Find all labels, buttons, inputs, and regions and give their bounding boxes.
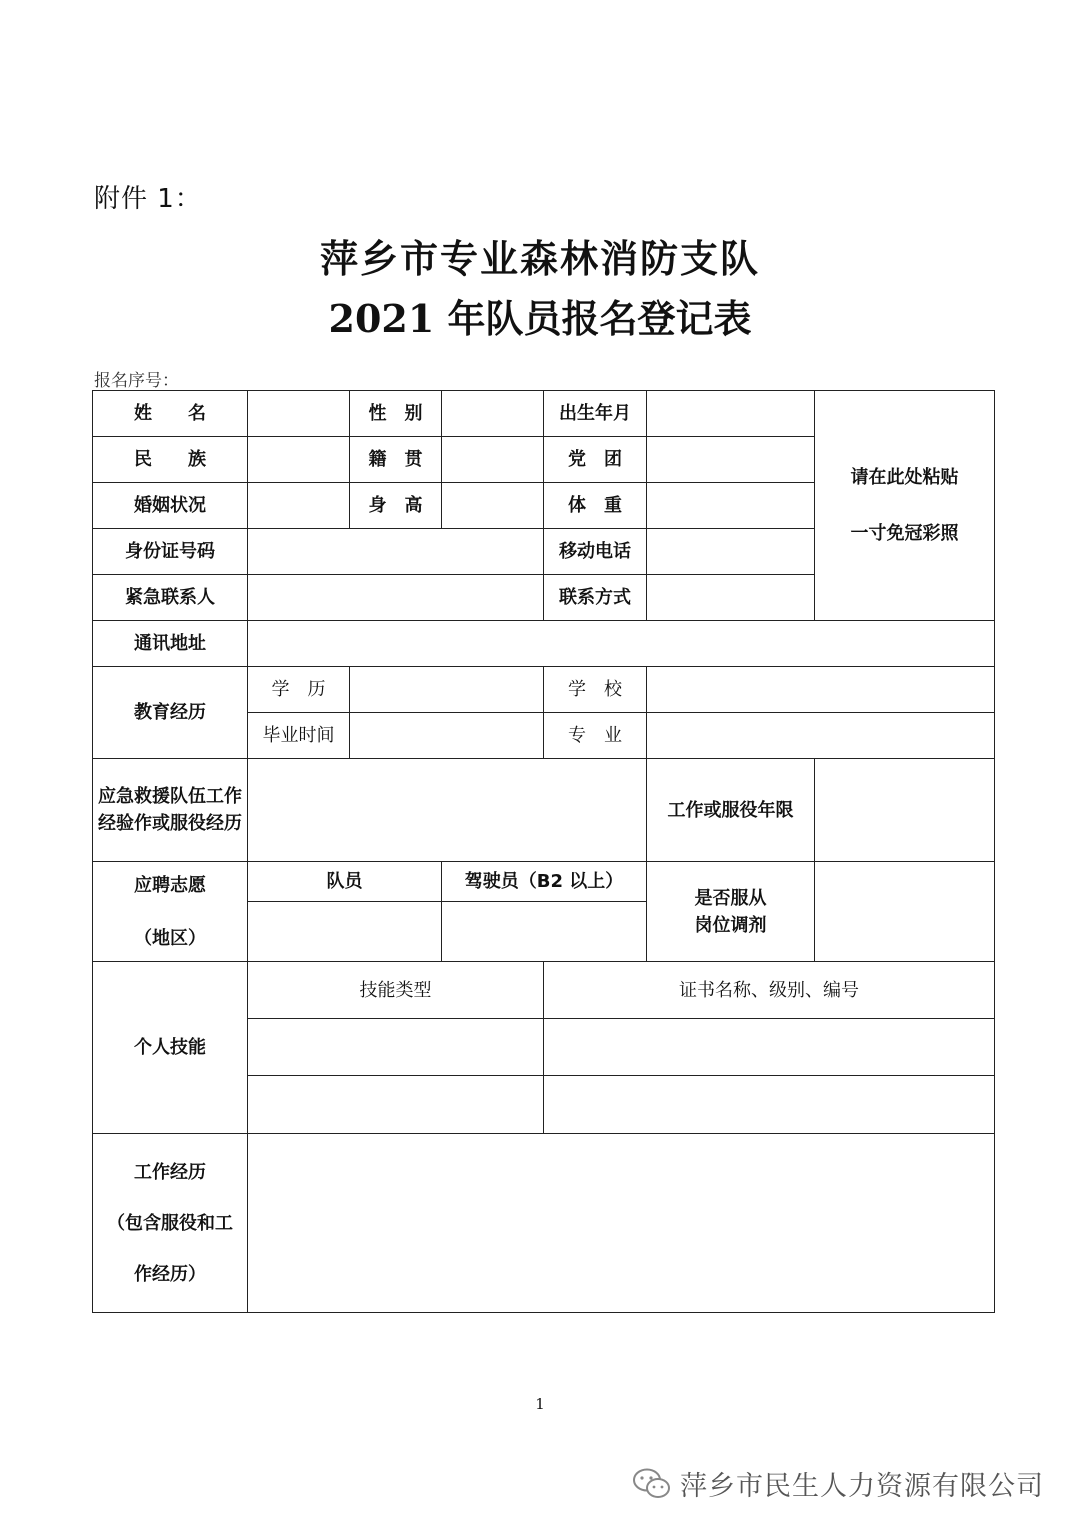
photo-instruction-1: 请在此处粘贴	[850, 466, 959, 488]
skill-type-field-2[interactable]	[248, 1076, 544, 1134]
gender-label: 性 别	[350, 391, 442, 437]
school-label: 学 校	[544, 667, 647, 713]
rescue-experience-label: 应急救援队伍工作经验作或服役经历	[93, 759, 248, 862]
party-label: 党 团	[544, 437, 647, 483]
cert-info-field-2[interactable]	[544, 1076, 995, 1134]
attachment-label: 附件 1：	[94, 184, 202, 214]
contact-method-field[interactable]	[647, 575, 815, 621]
weight-label: 体 重	[544, 483, 647, 529]
skill-type-field-1[interactable]	[248, 1019, 544, 1076]
marital-field[interactable]	[248, 483, 350, 529]
id-number-field[interactable]	[248, 529, 544, 575]
photo-instruction-2: 一寸免冠彩照	[850, 522, 959, 544]
member-option-label: 队员	[248, 862, 442, 902]
ethnic-field[interactable]	[248, 437, 350, 483]
address-label: 通讯地址	[93, 621, 248, 667]
grad-time-label: 毕业时间	[248, 713, 350, 759]
height-field[interactable]	[442, 483, 544, 529]
ethnic-label: 民 族	[93, 437, 248, 483]
work-experience-note-1: （包含服役和工	[107, 1212, 233, 1234]
grad-time-field[interactable]	[350, 713, 544, 759]
apply-intent-label	[93, 862, 248, 962]
birth-field[interactable]	[647, 391, 815, 437]
work-experience-field[interactable]	[248, 1134, 995, 1313]
photo-box[interactable]	[815, 391, 995, 621]
skills-label: 个人技能	[93, 962, 248, 1134]
obey-line-1: 是否服从	[694, 887, 767, 909]
name-field[interactable]	[248, 391, 350, 437]
emergency-contact-field[interactable]	[248, 575, 544, 621]
wechat-icon	[632, 1467, 672, 1501]
emergency-contact-label: 紧急联系人	[93, 575, 248, 621]
driver-region-field[interactable]	[442, 902, 647, 962]
degree-field[interactable]	[350, 667, 544, 713]
mobile-field[interactable]	[647, 529, 815, 575]
native-place-field[interactable]	[442, 437, 544, 483]
address-field[interactable]	[248, 621, 995, 667]
obey-adjustment-field[interactable]	[815, 862, 995, 962]
service-years-field[interactable]	[815, 759, 995, 862]
footer-watermark	[632, 1464, 1044, 1503]
school-field[interactable]	[647, 667, 995, 713]
service-years-label: 工作或服役年限	[647, 759, 815, 862]
rescue-experience-field[interactable]	[248, 759, 647, 862]
native-place-label: 籍 贯	[350, 437, 442, 483]
member-region-field[interactable]	[248, 902, 442, 962]
marital-label: 婚姻状况	[93, 483, 248, 529]
mobile-label: 移动电话	[544, 529, 647, 575]
major-field[interactable]	[647, 713, 995, 759]
account-name: 萍乡市民生人力资源有限公司	[680, 1471, 1044, 1502]
obey-adjustment-label	[647, 862, 815, 962]
serial-number-label: 报名序号：	[94, 371, 179, 391]
major-label: 专 业	[544, 713, 647, 759]
cert-info-header: 证书名称、级别、编号	[544, 962, 995, 1019]
education-label: 教育经历	[93, 667, 248, 759]
page-subtitle: 2021 年队员报名登记表	[328, 296, 752, 341]
work-experience-label	[93, 1134, 248, 1313]
height-label: 身 高	[350, 483, 442, 529]
obey-line-2: 岗位调剂	[694, 914, 767, 936]
apply-intent-text: 应聘志愿	[134, 874, 206, 896]
work-experience-title: 工作经历	[134, 1161, 206, 1183]
page-title: 萍乡市专业森林消防支队	[319, 237, 760, 281]
cert-info-field-1[interactable]	[544, 1019, 995, 1076]
gender-field[interactable]	[442, 391, 544, 437]
work-experience-note-2: 作经历）	[134, 1263, 206, 1285]
id-number-label: 身份证号码	[93, 529, 248, 575]
contact-method-label: 联系方式	[544, 575, 647, 621]
party-field[interactable]	[647, 437, 815, 483]
skill-type-header: 技能类型	[248, 962, 544, 1019]
registration-form	[92, 390, 995, 1313]
weight-field[interactable]	[647, 483, 815, 529]
degree-label: 学 历	[248, 667, 350, 713]
birth-label: 出生年月	[544, 391, 647, 437]
apply-region-text: （地区）	[134, 927, 206, 949]
name-label: 姓 名	[93, 391, 248, 437]
driver-option-label: 驾驶员（B2 以上）	[442, 862, 647, 902]
page-number: 1	[535, 1395, 545, 1413]
